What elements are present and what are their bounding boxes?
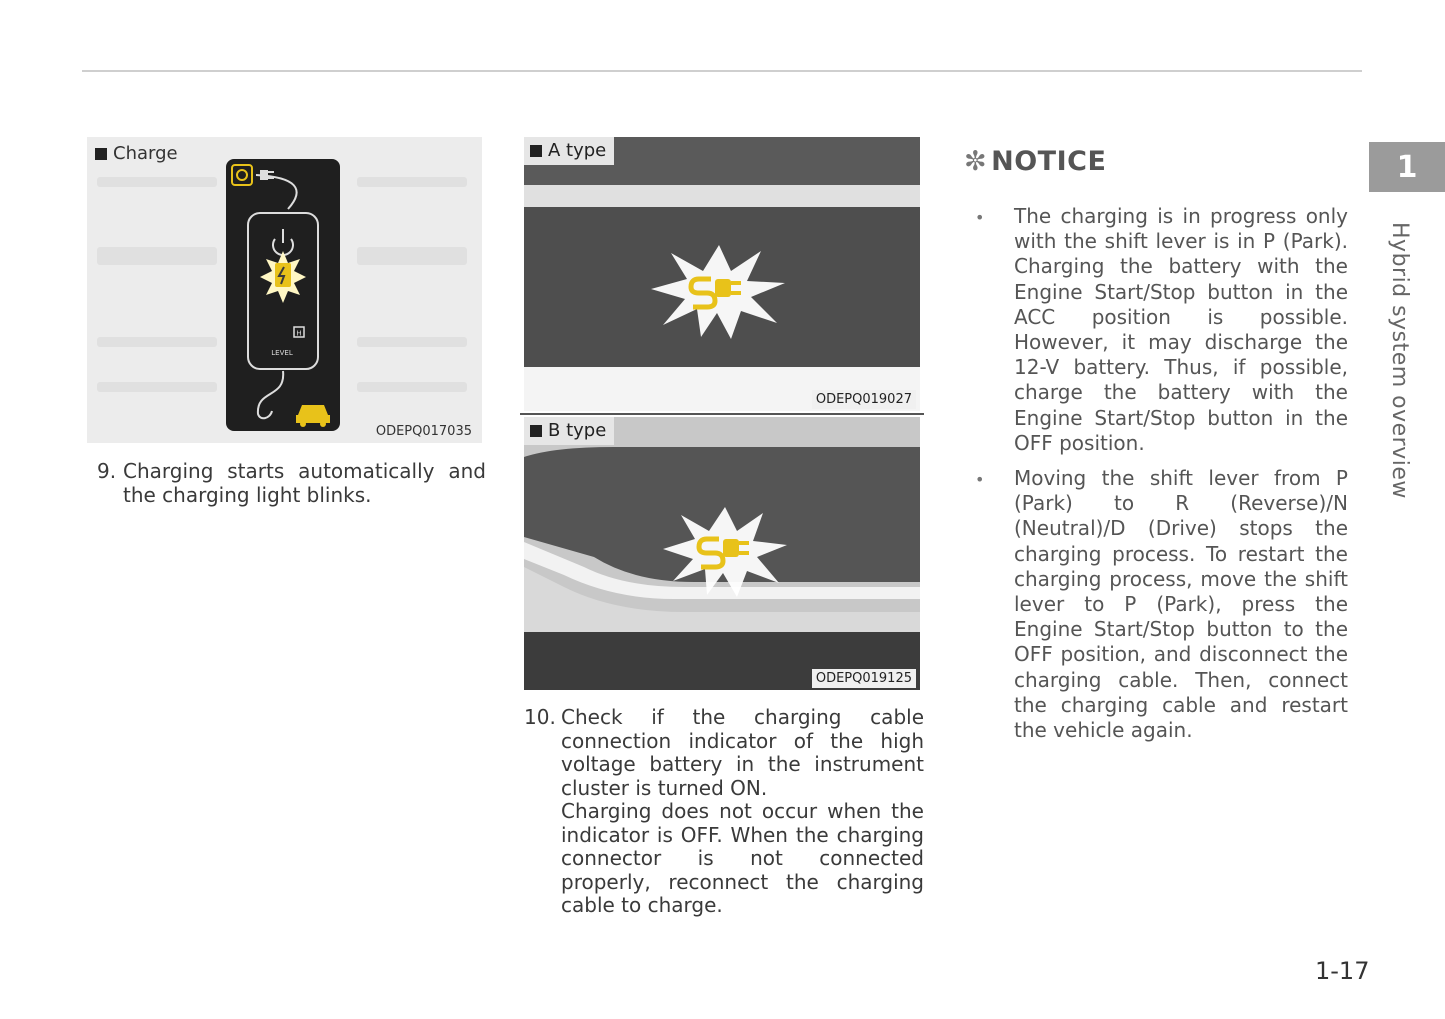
chapter-tab: 1 [1369, 142, 1445, 192]
figure-separator [520, 413, 924, 415]
figure-label-text: B type [548, 420, 607, 441]
cluster-trim [524, 185, 920, 207]
page-number: 1-17 [1315, 957, 1370, 985]
square-marker-icon [530, 425, 542, 437]
square-marker-icon [95, 148, 107, 160]
charging-status-panel [226, 159, 340, 431]
background-blur [357, 247, 467, 265]
background-blur [357, 382, 467, 392]
step-9 [97, 460, 486, 507]
background-blur [97, 337, 217, 347]
step-text-continued: Charging does not occur when the indicator is OFF. When the charging connector is not connected properly, reconnect the charging cable to charge. [561, 799, 924, 917]
b-type-figure [524, 417, 920, 690]
figure-label [93, 141, 184, 166]
background-blur [357, 337, 467, 347]
figure-label-text: Charge [113, 143, 178, 164]
notice-item: Moving the shift lever from P (Park) to R (Reverse)/N (Neutral)/D (Drive) stops the charging process. To restart the charging process, move the shift lever to P (Park), press the Engine Start/Stop button to the OFF position, and disconnect the charging cable. Then, connect the charging cable and restart the vehicle again. [1014, 466, 1348, 743]
a-type-figure [524, 137, 920, 411]
background-blur [97, 247, 217, 265]
level-text: LEVEL [271, 349, 293, 357]
figure-code: ODEPQ019125 [812, 669, 916, 688]
background-blur [97, 177, 217, 187]
cable-line [258, 371, 283, 418]
figure-label-text: A type [548, 140, 607, 161]
notice-title-text: NOTICE [991, 146, 1107, 177]
notice-item: The charging is in progress only with the shift lever is in P (Park). Charging the battery with the Engine Start/Stop button in the ACC position is possible. However, it may discharge the 12-V battery. Thus, if possible, charge the battery with the Engine Start/Stop button in the OFF position. [1014, 204, 1348, 455]
step-text: Charging starts automatically and the charging light blinks. [123, 459, 486, 507]
background-blur [97, 382, 217, 392]
background-blur [357, 177, 467, 187]
figure-label [524, 417, 614, 445]
indicator-glow [649, 241, 789, 341]
indicator-glow [659, 503, 789, 599]
charging-diagram [226, 159, 340, 431]
figure-label [524, 137, 614, 165]
car-icon [296, 405, 330, 423]
level-h-text: H [296, 329, 302, 338]
step-number: 10. [524, 705, 556, 729]
socket-icon [232, 165, 252, 185]
header-rule [82, 70, 1362, 72]
step-10 [524, 706, 924, 918]
bullet-icon: • [975, 470, 985, 489]
figure-code: ODEPQ017035 [375, 424, 472, 439]
bullet-icon: • [975, 208, 985, 227]
step-text: Check if the charging cable connection indicator of the high voltage battery in the instrument cluster is turned ON. [561, 705, 924, 800]
chapter-title: Hybrid system overview [1387, 222, 1412, 499]
step-number: 9. [97, 459, 117, 483]
cable-line [256, 175, 297, 209]
square-marker-icon [530, 145, 542, 157]
notice-star-icon: ✼ [964, 146, 988, 177]
charge-figure [87, 137, 482, 443]
figure-code: ODEPQ019027 [812, 390, 916, 409]
notice-title [964, 146, 1106, 177]
